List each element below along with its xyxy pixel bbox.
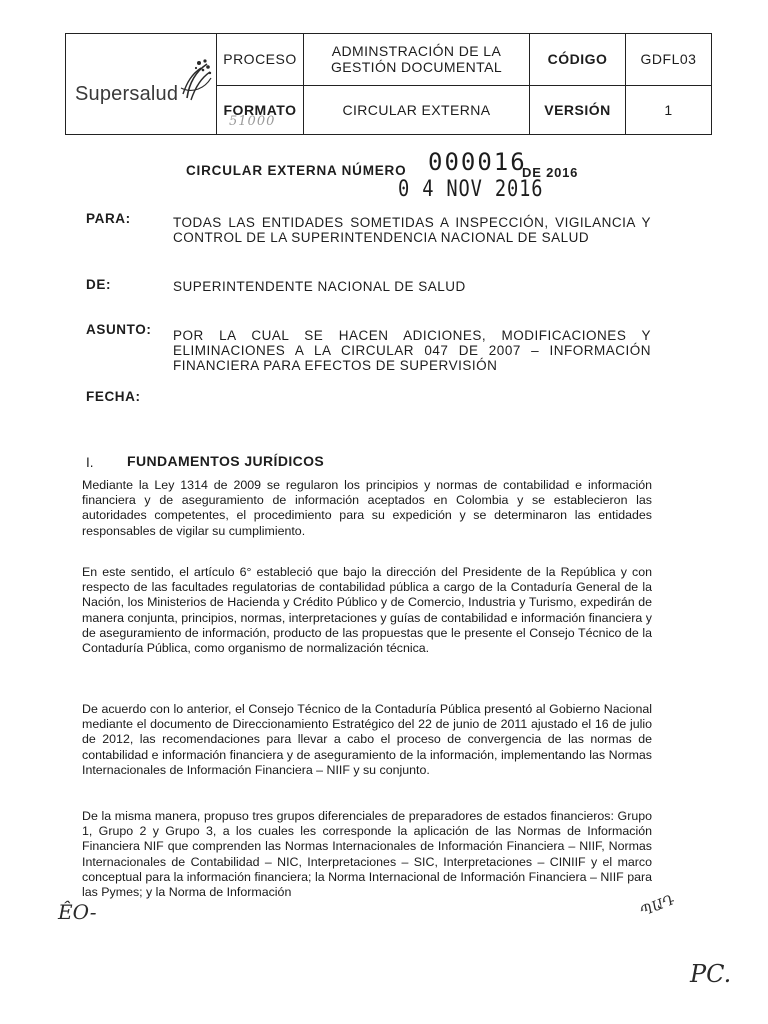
asunto-line: POR LA CUAL SE HACEN ADICIONES, MODIFICACIONES Y xyxy=(173,328,651,343)
paragraph: De acuerdo con lo anterior, el Consejo Técnico de la Contaduría Pública presentó al Gobierno Nacional mediante el documento de Direccionamiento Estratégico del 22 de junio de 2011 ajustado el 16 de julio de 2012, las recomendaciones para llevar a cabo el proceso de convergencia de las normas de contabilidad e información financiera y de aseguramiento de la información, implementando las Normas Internacionales de Información Financiera – NIIF y su conjunto. xyxy=(82,702,652,777)
para-label: PARA: xyxy=(86,211,131,226)
de-label: DE: xyxy=(86,277,112,292)
section-title: FUNDAMENTOS JURÍDICOS xyxy=(127,453,325,469)
supersalud-logo xyxy=(66,34,216,134)
fecha-label: FECHA: xyxy=(86,389,141,404)
codigo-value: GDFL03 xyxy=(626,34,712,86)
handwritten-initials-left: ÊO- xyxy=(58,900,97,924)
de-value: SUPERINTENDENTE NACIONAL DE SALUD xyxy=(173,279,466,294)
circular-year: DE 2016 xyxy=(522,165,579,180)
asunto-label: ASUNTO: xyxy=(86,322,152,337)
asunto-line: ELIMINACIONES A LA CIRCULAR 047 DE 2007 – INFORMACIÓN xyxy=(173,343,651,358)
proceso-label: PROCESO xyxy=(217,34,304,86)
handwritten-page-initials: PC. xyxy=(690,960,732,988)
formato-value: CIRCULAR EXTERNA xyxy=(304,85,530,135)
section-number: I. xyxy=(86,455,94,470)
logo-text: Supersalud xyxy=(75,83,179,105)
version-label: VERSIÓN xyxy=(530,85,626,135)
handwritten-initials-right: ՊԱԴ xyxy=(638,891,677,921)
circular-number: 000016 xyxy=(428,148,527,176)
asunto-line: FINANCIERA PARA EFECTOS DE SUPERVISIÓN xyxy=(173,358,498,373)
para-value xyxy=(173,215,651,245)
paragraph: Mediante la Ley 1314 de 2009 se regularon los principios y normas de contabilidad e información financiera y de aseguramiento de información aceptados en Colombia y se establecieron las autoridades competentes, el procedimiento para su expedición y se determinaron las entidades responsables de vigilar su cumplimiento. xyxy=(82,478,652,538)
received-stamp: 51000 xyxy=(229,114,276,129)
version-value: 1 xyxy=(626,85,712,135)
para-line: CONTROL DE LA SUPERINTENDENCIA NACIONAL DE SALUD xyxy=(173,230,590,245)
logo-cell xyxy=(66,34,217,135)
paragraph: De la misma manera, propuso tres grupos diferenciales de preparadores de estados financieros: Grupo 1, Grupo 2 y Grupo 3, a los cuales les corresponde la aplicación de las Normas de Información Financiera NIF que comprenden las Normas Internacionales de Información Financiera – NIIF, Normas Internacionales de Contabilidad – NIC, Interpretaciones – SIC, Interpretaciones – CINIIF y el marco conceptual para la información financiera; la Norma Internacional de Información Financiera – NIIF para las Pymes; y la Norma de Información xyxy=(82,809,652,900)
proceso-value: ADMINSTRACIÓN DE LA GESTIÓN DOCUMENTAL xyxy=(304,34,530,86)
document-header-table xyxy=(65,33,712,135)
codigo-label: CÓDIGO xyxy=(530,34,626,86)
para-line: TODAS LAS ENTIDADES SOMETIDAS A INSPECCIÓN, VIGILANCIA Y xyxy=(173,215,651,230)
circular-date-stamp: 0 4 NOV 2016 xyxy=(398,177,544,202)
formato-label: FORMATO xyxy=(217,85,304,135)
logo-mark-icon xyxy=(179,58,213,102)
circular-title: CIRCULAR EXTERNA NÚMERO xyxy=(186,163,407,178)
asunto-value xyxy=(173,328,651,373)
paragraph: En este sentido, el artículo 6° estableció que bajo la dirección del Presidente de la República y con respecto de las facultades regulatorias de contabilidad pública a cargo de la Contaduría General de la Nación, los Ministerios de Hacienda y Crédito Público y de Comercio, Industria y Turismo, expedirán de manera conjunta, principios, normas, interpretaciones y guías de contabilidad e información financiera y de aseguramiento de información, producto de las propuestas que le presente el Consejo Técnico de la Contaduría Pública, como organismo de normalización técnica. xyxy=(82,565,652,656)
